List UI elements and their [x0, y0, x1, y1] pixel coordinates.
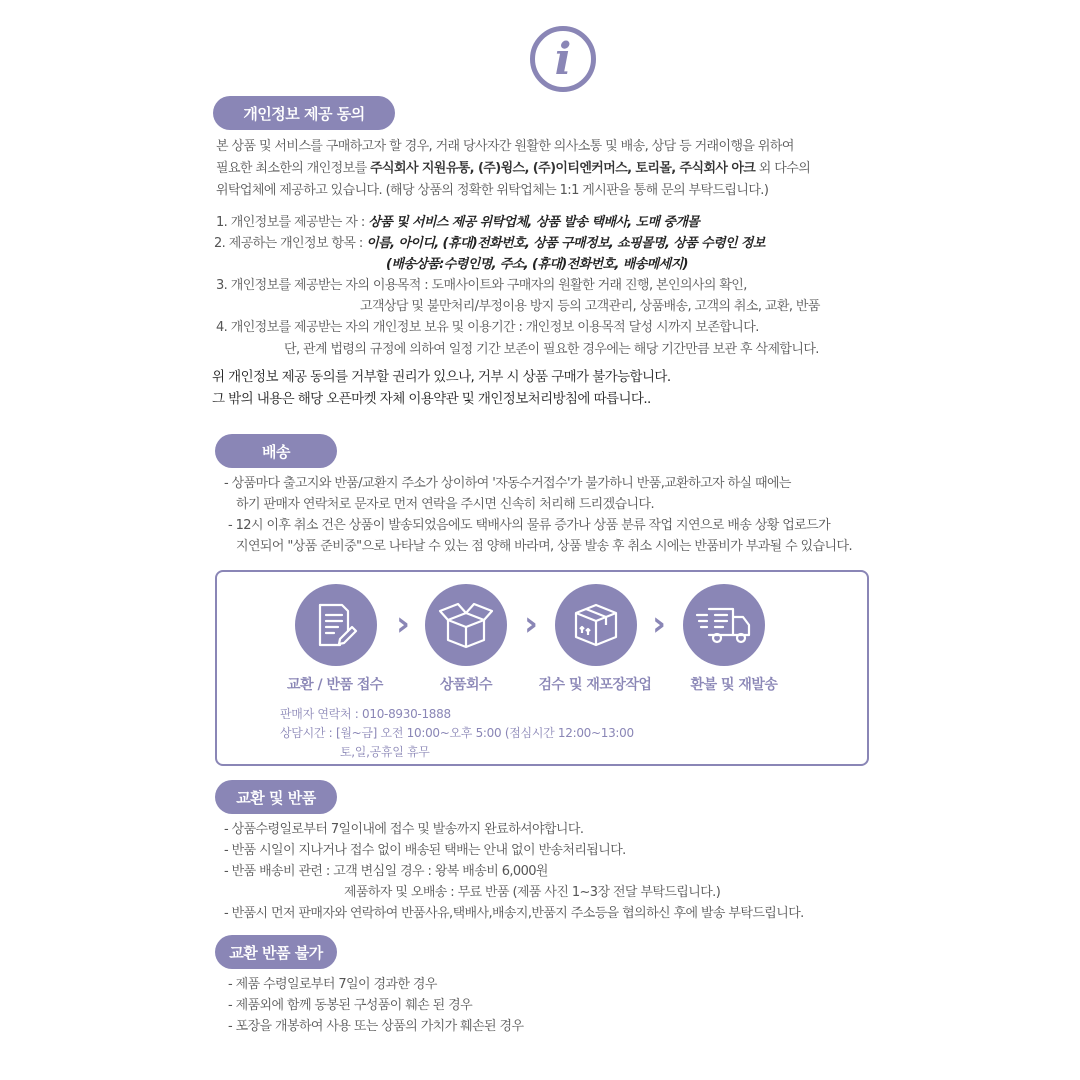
exchange-line-3: - 반품 배송비 관련 : 고객 변심일 경우 : 왕복 배송비 6,000원: [224, 864, 548, 879]
privacy-notice-1: 위 개인정보 제공 동의를 거부할 권리가 있으나, 거부 시 상품 구매가 불가능합니다.: [212, 369, 671, 385]
step-arrow-2: ›: [524, 604, 539, 644]
info-icon: [530, 26, 596, 92]
privacy-item-1-label: 1. 개인정보를 제공받는 자 :: [216, 215, 369, 230]
no-return-line-3: - 포장을 개봉하여 사용 또는 상품의 가치가 훼손된 경우: [228, 1019, 524, 1034]
seller-contact: 판매자 연락처 : 010-8930-1888: [280, 707, 451, 721]
privacy-item-1-value: 상품 및 서비스 제공 위탁업체, 상품 발송 택배사, 도매 중개몰: [368, 215, 700, 230]
exchange-line-1: - 상품수령일로부터 7일이내에 접수 및 발송까지 완료하셔야합니다.: [224, 822, 584, 837]
step-4-circle: [683, 584, 765, 666]
step-1-circle: [295, 584, 377, 666]
exchange-line-2: - 반품 시일이 지나거나 접수 없이 배송된 택배는 안내 없이 반송처리됩니다.: [224, 843, 626, 858]
consult-hours-holiday: 토,일,공휴일 휴무: [340, 745, 430, 759]
privacy-intro-pre: 필요한 최소한의 개인정보를: [216, 161, 371, 176]
privacy-item-2: [214, 233, 765, 254]
no-return-line-1: - 제품 수령일로부터 7일이 경과한 경우: [228, 977, 437, 992]
privacy-section-title: 개인정보 제공 동의: [213, 96, 395, 130]
step-4-label: 환불 및 재발송: [690, 677, 778, 693]
info-glyph: i: [554, 34, 572, 85]
shipping-line-3: - 12시 이후 취소 건은 상품이 발송되었음에도 택배사의 물류 증가나 상품 분류 작업 지연으로 배송 상황 업로드가: [228, 518, 831, 533]
privacy-intro-line-3: 위탁업체에 제공하고 있습니다. (해당 상품의 정확한 위탁업체는 1:1 게시판을 통해 문의 부탁드립니다.): [216, 183, 769, 198]
privacy-intro-post: 외 다수의: [755, 161, 811, 176]
privacy-item-3-line-1: 3. 개인정보를 제공받는 자의 이용목적 : 도매사이트와 구매자의 원활한 거래 진행, 본인의사의 확인,: [216, 278, 747, 293]
exchange-line-5: - 반품시 먼저 판매자와 연락하여 반품사유,택배사,배송지,반품지 주소등을 협의하신 후에 발송 부탁드립니다.: [224, 906, 804, 921]
privacy-intro-companies: 주식회사 지원유통, (주)윙스, (주)이티엔커머스, 토리몰, 주식회사 아크: [370, 161, 756, 176]
step-2-label: 상품회수: [439, 677, 493, 693]
privacy-intro-line-1: 본 상품 및 서비스를 구매하고자 할 경우, 거래 당사자간 원활한 의사소통 및 배송, 상담 등 거래이행을 위하여: [216, 139, 794, 154]
privacy-item-2-value-2: (배송상품:수령인명, 주소, (휴대)전화번호, 배송메세지): [386, 257, 688, 272]
step-3-circle: [555, 584, 637, 666]
privacy-item-1: [216, 212, 699, 233]
exchange-line-4: 제품하자 및 오배송 : 무료 반품 (제품 사진 1~3장 전달 부탁드립니다.): [344, 885, 721, 900]
open-box-icon: [438, 600, 494, 650]
step-2-circle: [425, 584, 507, 666]
shipping-line-2: 하기 판매자 연락처로 문자로 먼저 연락을 주시면 신속히 처리해 드리겠습니다.: [236, 497, 654, 512]
document-pen-icon: [314, 601, 358, 649]
step-arrow-3: ›: [652, 604, 667, 644]
delivery-truck-icon: [695, 603, 753, 647]
sealed-box-icon: [570, 599, 622, 651]
privacy-item-4-line-2: 단, 관계 법령의 규정에 의하여 일정 기간 보존이 필요한 경우에는 해당 기간만큼 보관 후 삭제합니다.: [284, 342, 819, 357]
privacy-item-2-value: 이름, 아이디, (휴대)전화번호, 상품 구매정보, 쇼핑몰명, 상품 수령인 정보: [366, 236, 765, 251]
no-return-section-title: 교환 반품 불가: [215, 935, 337, 969]
step-arrow-1: ›: [396, 604, 411, 644]
privacy-item-3-line-2: 고객상담 및 불만처리/부정이용 방지 등의 고객관리, 상품배송, 고객의 취소, 교환, 반품: [360, 299, 820, 314]
step-1-label: 교환 / 반품 접수: [287, 677, 383, 693]
no-return-line-2: - 제품외에 함께 동봉된 구성품이 훼손 된 경우: [228, 998, 473, 1013]
privacy-intro-line-2: [216, 158, 810, 179]
privacy-notice-2: 그 밖의 내용은 해당 오픈마켓 자체 이용약관 및 개인정보처리방침에 따릅니다..: [212, 391, 651, 407]
shipping-line-1: - 상품마다 출고지와 반품/교환지 주소가 상이하여 '자동수거접수'가 불가하니 반품,교환하고자 하실 때에는: [224, 476, 791, 491]
step-3-label: 검수 및 재포장작업: [538, 677, 652, 693]
consult-hours: 상담시간 : [월~금] 오전 10:00~오후 5:00 (점심시간 12:00~13:00: [280, 726, 634, 740]
shipping-line-4: 지연되어 "상품 준비중"으로 나타날 수 있는 점 양해 바라며, 상품 발송 후 취소 시에는 반품비가 부과될 수 있습니다.: [236, 539, 852, 554]
privacy-item-2-label: 2. 제공하는 개인정보 항목 :: [214, 236, 367, 251]
exchange-section-title: 교환 및 반품: [215, 780, 337, 814]
shipping-section-title: 배송: [215, 434, 337, 468]
privacy-item-4-line-1: 4. 개인정보를 제공받는 자의 개인정보 보유 및 이용기간 : 개인정보 이용목적 달성 시까지 보존합니다.: [216, 320, 759, 335]
